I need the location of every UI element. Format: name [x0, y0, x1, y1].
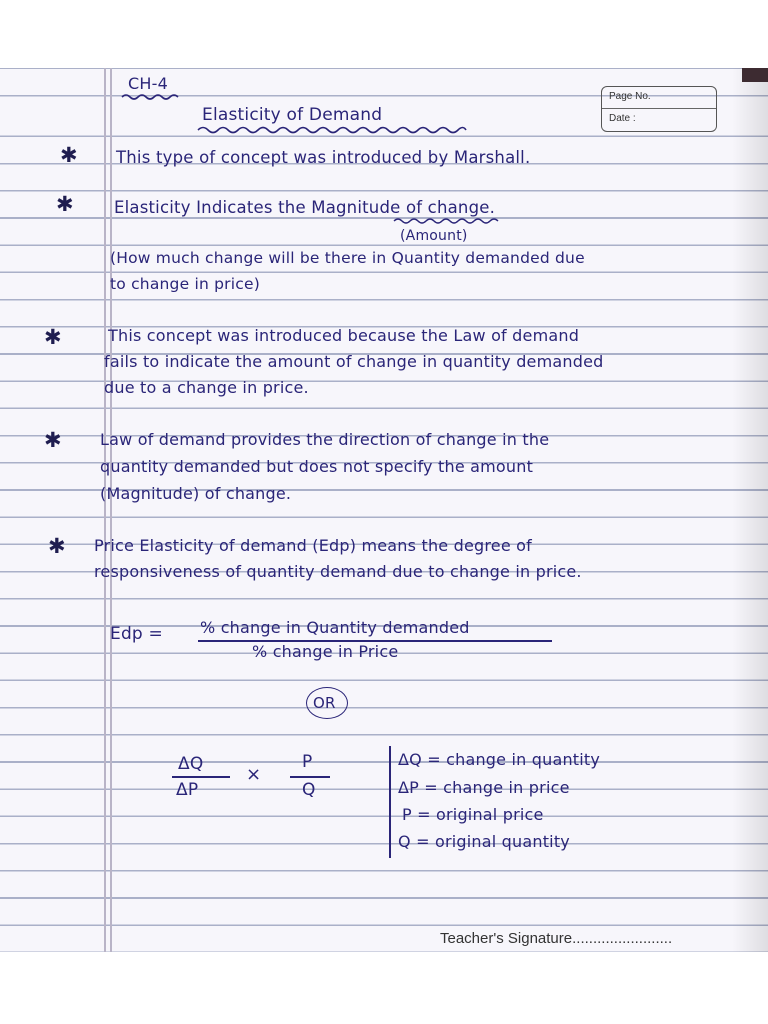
amount-note: (Amount)	[400, 228, 468, 244]
bullet-2-text-start: Elasticity Indicates the	[114, 198, 306, 217]
legend-line-2: ΔP = change in price	[398, 778, 570, 797]
bullet-star-icon: ✱	[44, 428, 62, 452]
date-label: Date :	[609, 113, 636, 124]
bullet-4-line-1: Law of demand provides the direction of change in the	[100, 430, 550, 449]
page-date-divider	[602, 108, 716, 109]
bullet-1-text: This type of concept was introduced by Marshall.	[116, 148, 531, 167]
legend-bracket-line	[389, 746, 391, 858]
delta-fraction-bar	[172, 776, 230, 778]
notebook-page	[0, 68, 768, 952]
chapter-label: CH-4	[128, 74, 168, 93]
bullet-2-paren-line-2: to change in price)	[110, 275, 260, 293]
legend-line-1: ΔQ = change in quantity	[398, 750, 601, 769]
formula-numerator: % change in Quantity demanded	[200, 618, 470, 637]
chapter-underline-squiggle	[120, 92, 180, 102]
magnitude-underline-squiggle	[392, 216, 502, 226]
legend-line-3: P = original price	[402, 805, 544, 824]
bullet-star-icon: ✱	[56, 192, 74, 216]
bullet-2-text-end: of change.	[405, 198, 496, 217]
times-sign: ×	[246, 764, 262, 785]
q-denominator: Q	[302, 780, 316, 800]
teacher-signature-label: Teacher's Signature........................	[440, 930, 673, 947]
p-over-q-fraction-bar	[290, 776, 330, 778]
bullet-2-line	[114, 198, 495, 218]
delta-p-denominator: ΔP	[176, 780, 199, 800]
margin-line-left	[104, 68, 106, 952]
legend-line-4: Q = original quantity	[398, 832, 570, 851]
page-edge-shadow	[732, 68, 768, 952]
formula-lhs: Edp =	[110, 624, 163, 644]
or-label: OR	[313, 694, 336, 712]
bullet-4-line-2: quantity demanded but does not specify the amount	[100, 457, 534, 476]
binder-corner	[742, 68, 768, 82]
bullet-3-line-1: This concept was introduced because the Law of demand	[108, 326, 580, 345]
p-numerator: P	[302, 752, 313, 772]
bullet-star-icon: ✱	[44, 325, 62, 349]
page-no-label: Page No.	[609, 91, 651, 102]
formula-denominator: % change in Price	[252, 642, 399, 661]
delta-q-numerator: ΔQ	[178, 754, 204, 774]
bullet-3-line-2: fails to indicate the amount of change in quantity demanded	[104, 352, 604, 371]
page-date-box	[601, 86, 717, 132]
bullet-4-line-3: (Magnitude) of change.	[100, 484, 292, 503]
page-title: Elasticity of Demand	[202, 105, 383, 125]
bullet-2-paren-line-1: (How much change will be there in Quantity demanded due	[110, 249, 585, 267]
bullet-star-icon: ✱	[48, 534, 66, 558]
bullet-5-line-1: Price Elasticity of demand (Edp) means the degree of	[94, 536, 532, 555]
magnitude-word: Magnitude	[311, 198, 401, 217]
title-underline-squiggle	[196, 124, 468, 136]
bullet-3-line-3: due to a change in price.	[104, 378, 309, 397]
bullet-star-icon: ✱	[60, 143, 78, 167]
margin-line-right	[110, 68, 112, 952]
bullet-5-line-2: responsiveness of quantity demand due to change in price.	[94, 562, 582, 581]
